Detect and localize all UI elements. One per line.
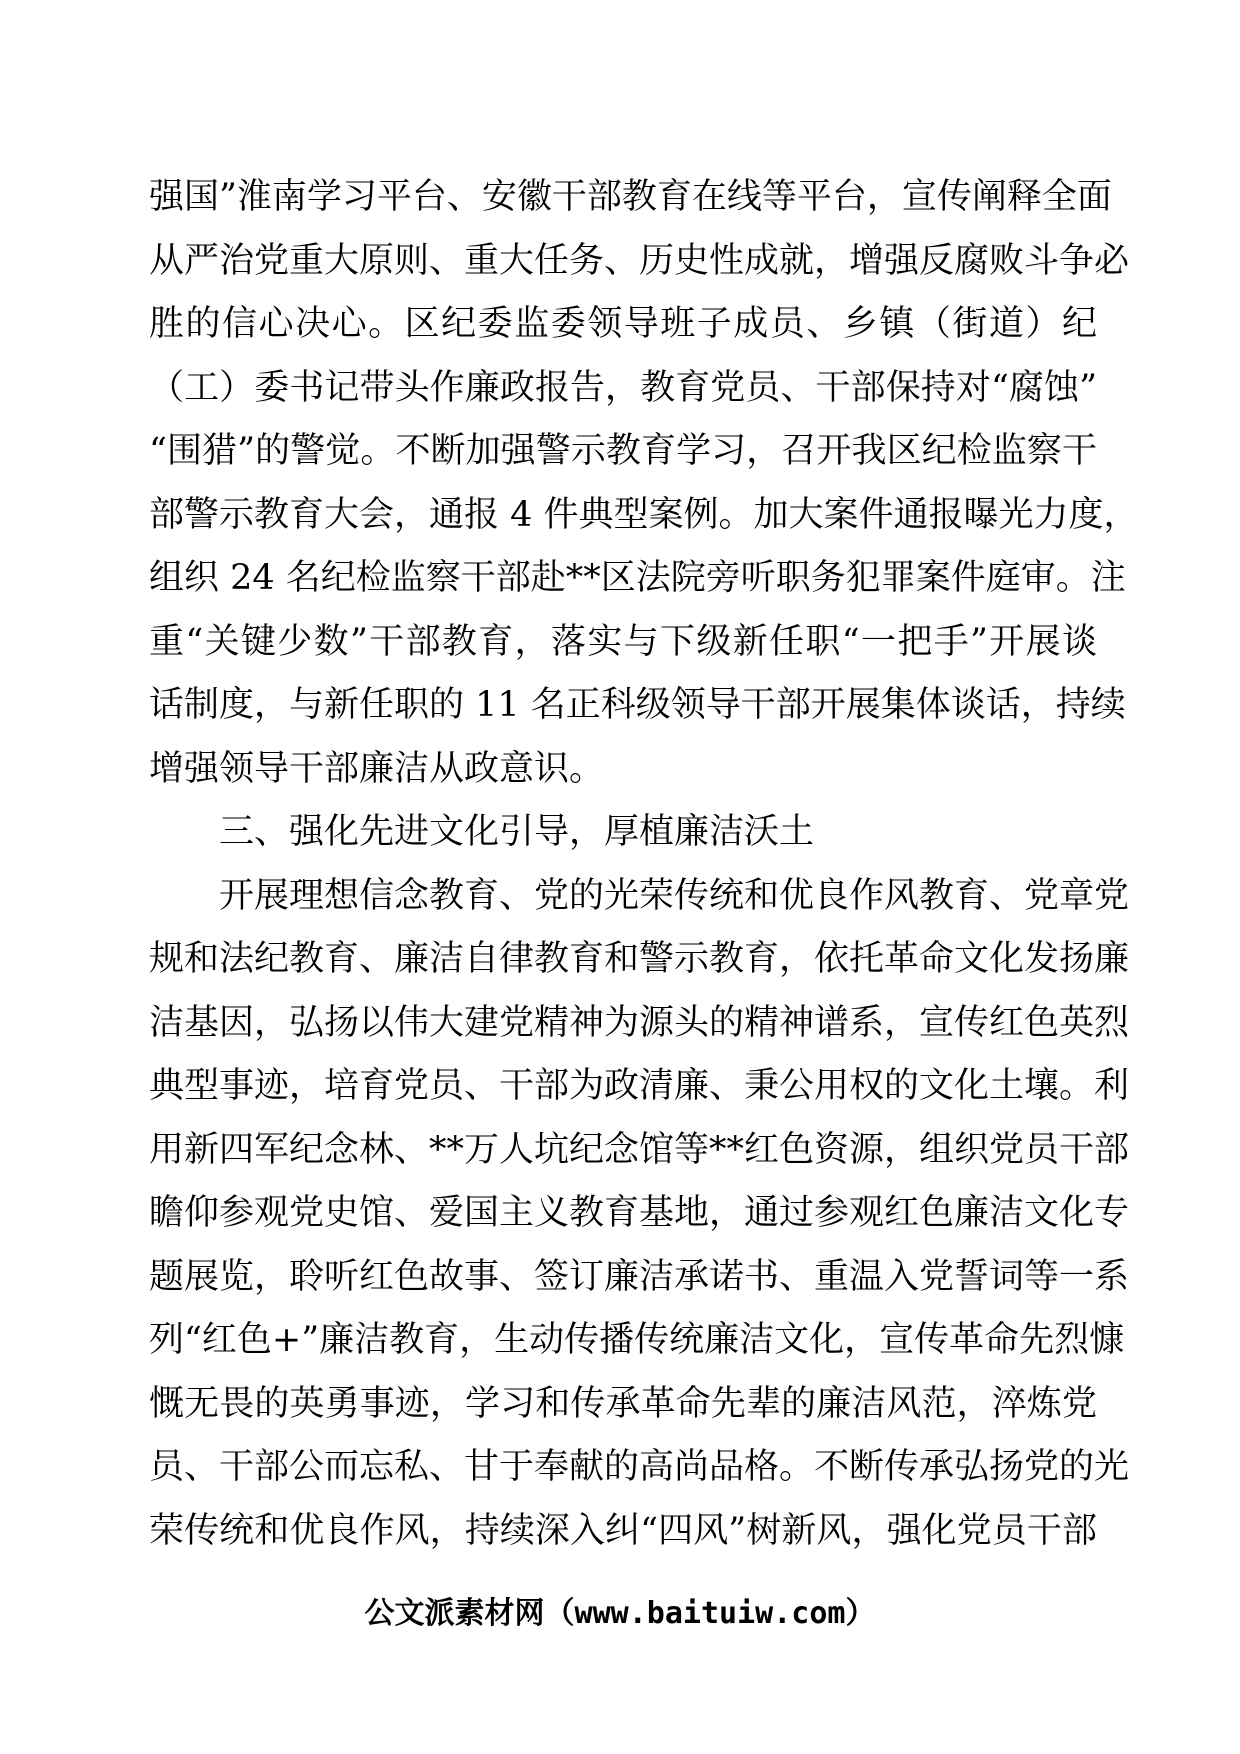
- body-line: （工）委书记带头作廉政报告，教育党员、干部保持对“腐蚀”: [149, 367, 1097, 408]
- paragraph-line: 规和法纪教育、廉洁自律教育和警示教育，依托革命文化发扬廉: [149, 939, 1130, 979]
- body-line: 话制度，与新任职的 11 名正科级领导干部开展集体谈话，持续: [149, 685, 1126, 725]
- section-heading: 三、强化先进文化引导，厚植廉洁沃土: [219, 812, 815, 852]
- paragraph-line: 洁基因，弘扬以伟大建党精神为源头的精神谱系，宣传红色英烈: [149, 1002, 1130, 1043]
- body-line: 增强领导干部廉洁从政意识。: [149, 748, 605, 789]
- body-line: 组织 24 名纪检监察干部赴**区法院旁听职务犯罪案件庭审。注: [149, 558, 1126, 598]
- body-line: 胜的信心决心。区纪委监委领导班子成员、乡镇（街道）纪: [149, 304, 1097, 344]
- paragraph-line: 列“红色+”廉洁教育，生动传播传统廉洁文化，宣传革命先烈慷: [149, 1320, 1125, 1360]
- paragraph-line: 瞻仰参观党史馆、爱国主义教育基地，通过参观红色廉洁文化专: [149, 1193, 1130, 1233]
- body-line: 部警示教育大会，通报 4 件典型案例。加大案件通报曝光力度，: [149, 494, 1139, 535]
- document-body: [149, 166, 1139, 1563]
- paragraph-line: 开展理想信念教育、党的光荣传统和优良作风教育、党章党: [219, 875, 1130, 916]
- body-line: “围猎”的警觉。不断加强警示教育学习，召开我区纪检监察干: [149, 431, 1097, 471]
- paragraph-line: 题展览，聆听红色故事、签订廉洁承诺书、重温入党誓词等一系: [149, 1256, 1130, 1297]
- footer-source: 公文派素材网（www.baituiw.com）: [364, 1596, 876, 1631]
- paragraph-line: 慨无畏的英勇事迹，学习和传承革命先辈的廉洁风范，淬炼党: [149, 1383, 1097, 1424]
- paragraph-line: 荣传统和优良作风，持续深入纠“四风”树新风，强化党员干部: [149, 1510, 1097, 1551]
- body-line: 从严治党重大原则、重大任务、历史性成就，增强反腐败斗争必: [149, 240, 1130, 281]
- body-line: 重“关键少数”干部教育，落实与下级新任职“一把手”开展谈: [149, 621, 1097, 662]
- body-line: 强国”淮南学习平台、安徽干部教育在线等平台，宣传阐释全面: [149, 177, 1112, 217]
- paragraph-line: 员、干部公而忘私、甘于奉献的高尚品格。不断传承弘扬党的光: [149, 1447, 1130, 1487]
- paragraph-line: 用新四军纪念林、**万人坑纪念馆等**红色资源，组织党员干部: [149, 1129, 1130, 1170]
- paragraph-line: 典型事迹，培育党员、干部为政清廉、秉公用权的文化土壤。利: [149, 1066, 1130, 1106]
